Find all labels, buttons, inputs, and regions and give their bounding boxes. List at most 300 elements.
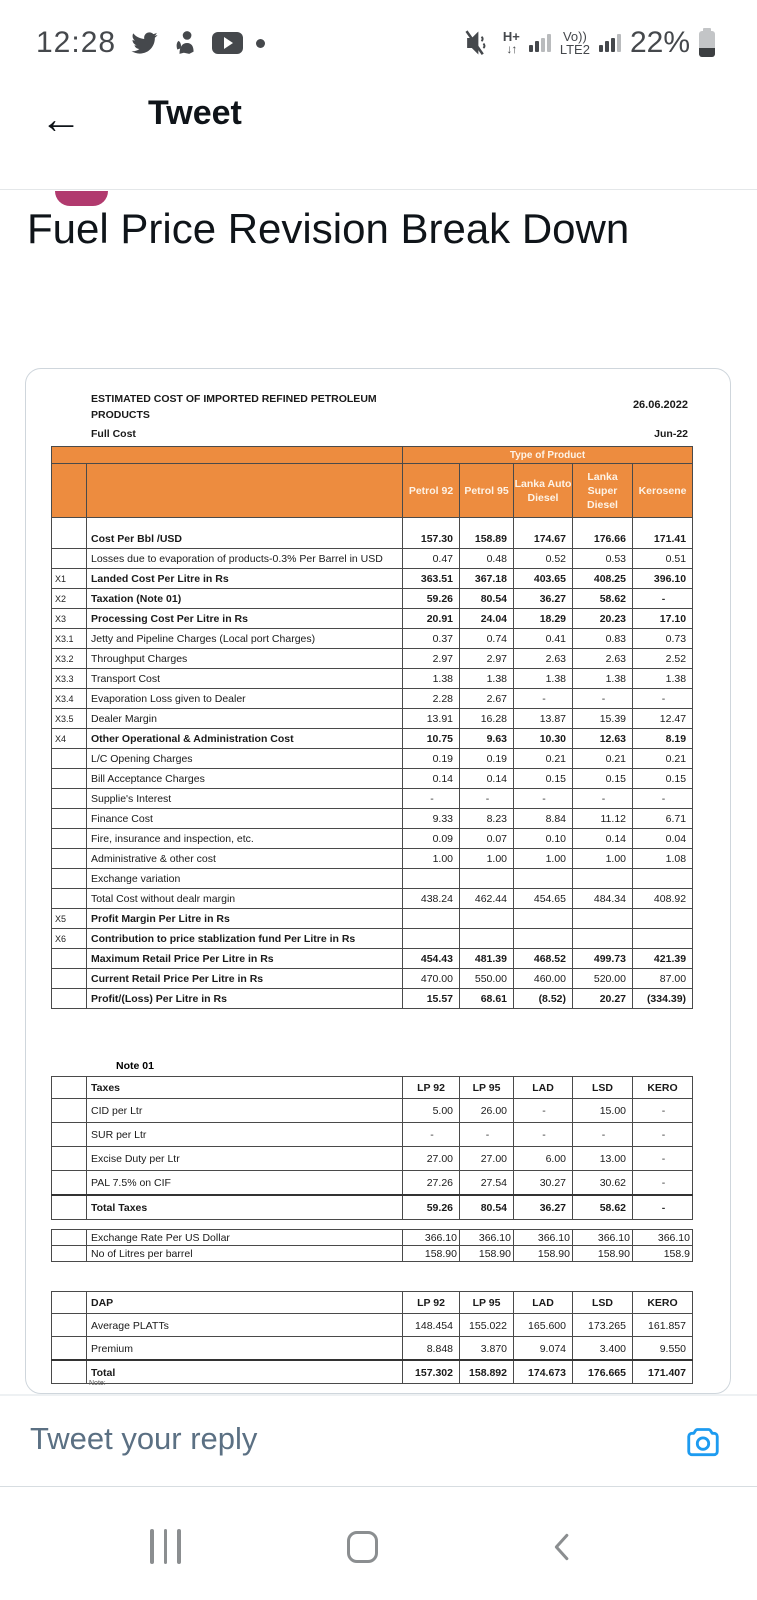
cell-value: 58.62	[573, 589, 633, 609]
cell-value: 10.30	[514, 729, 573, 749]
cell-value: -	[633, 1147, 693, 1171]
cell-value: 0.19	[403, 749, 460, 769]
cell-value: 0.21	[514, 749, 573, 769]
row-code: X3.5	[52, 709, 87, 729]
row-code: X3.3	[52, 669, 87, 689]
cell-value: 366.10	[573, 1230, 633, 1246]
cell-value: 9.074	[514, 1337, 573, 1361]
row-label: Current Retail Price Per Litre in Rs	[87, 969, 403, 989]
cell-value: 1.38	[514, 669, 573, 689]
cell-value: 1.00	[514, 849, 573, 869]
cell-value	[514, 909, 573, 929]
doc-date: 26.06.2022	[632, 399, 688, 411]
table-row	[52, 1360, 693, 1384]
cell-value: 80.54	[460, 1195, 514, 1220]
cell-value: 0.14	[573, 829, 633, 849]
cell-value: 0.51	[633, 549, 693, 569]
row-label: Losses due to evaporation of products-0.3% Per Barrel in USD	[87, 549, 403, 569]
row-code: X3.4	[52, 689, 87, 709]
table-row	[52, 1195, 693, 1220]
table-row	[52, 1230, 693, 1246]
doc-month: Jun-22	[654, 428, 688, 440]
cell-value: -	[573, 689, 633, 709]
cell-value: 0.47	[403, 549, 460, 569]
cell-value: (8.52)	[514, 989, 573, 1009]
cell-value: 460.00	[514, 969, 573, 989]
row-code	[52, 1246, 87, 1262]
cell-value: 30.62	[573, 1171, 633, 1196]
twitter-bird-icon	[129, 30, 160, 56]
cell-value: 1.38	[633, 669, 693, 689]
cell-value: 366.10	[633, 1230, 693, 1246]
cell-value: 1.00	[403, 849, 460, 869]
row-label: Profit Margin Per Litre in Rs	[87, 909, 403, 929]
cell-value: 0.83	[573, 629, 633, 649]
cell-value: 403.65	[514, 569, 573, 589]
cell-value: 550.00	[460, 969, 514, 989]
cell-value: -	[633, 1195, 693, 1220]
table-row	[52, 549, 693, 569]
cell-value: -	[514, 1099, 573, 1123]
cell-value	[633, 929, 693, 949]
row-label: Total Cost without dealr margin	[87, 889, 403, 909]
table-row	[52, 1099, 693, 1123]
header-cell	[52, 447, 403, 464]
header-cell	[52, 1292, 87, 1314]
row-label: Transport Cost	[87, 669, 403, 689]
cell-value: 484.34	[573, 889, 633, 909]
row-code: X5	[52, 909, 87, 929]
table-row	[52, 729, 693, 749]
cell-value: 421.39	[633, 949, 693, 969]
row-code	[52, 518, 87, 549]
cell-value: 27.54	[460, 1171, 514, 1196]
doc-subtitle: Full Cost	[91, 428, 136, 440]
row-label: Finance Cost	[87, 809, 403, 829]
cell-value: -	[633, 689, 693, 709]
signal-bars	[599, 34, 621, 52]
column-header: LP 92	[403, 1292, 460, 1314]
cell-value: (334.39)	[633, 989, 693, 1009]
row-code	[52, 1195, 87, 1220]
row-code: X3.2	[52, 649, 87, 669]
cost-breakdown-table	[51, 446, 693, 1009]
cell-value: 3.400	[573, 1337, 633, 1361]
row-code	[52, 1147, 87, 1171]
cell-value: 161.857	[633, 1314, 693, 1337]
cell-value: 0.04	[633, 829, 693, 849]
cell-value: 157.302	[403, 1360, 460, 1384]
cell-value: 165.600	[514, 1314, 573, 1337]
column-header: LP 95	[460, 1077, 514, 1099]
cell-value: 9.33	[403, 809, 460, 829]
cell-value: 12.47	[633, 709, 693, 729]
cell-value: 15.00	[573, 1099, 633, 1123]
column-header: LP 92	[403, 1077, 460, 1099]
row-label: Other Operational & Administration Cost	[87, 729, 403, 749]
table-row	[52, 1337, 693, 1361]
cell-value: -	[514, 1123, 573, 1147]
cell-value: 366.10	[460, 1230, 514, 1246]
cell-value: 13.91	[403, 709, 460, 729]
cell-value: 2.63	[573, 649, 633, 669]
row-label: Taxation (Note 01)	[87, 589, 403, 609]
row-code	[52, 1360, 87, 1384]
row-label: PAL 7.5% on CIF	[87, 1171, 403, 1196]
cell-value	[573, 929, 633, 949]
cell-value: -	[403, 789, 460, 809]
cell-value: 454.43	[403, 949, 460, 969]
cell-value: 2.52	[633, 649, 693, 669]
column-header: KERO	[633, 1077, 693, 1099]
table-header	[52, 1077, 693, 1099]
cell-value: 6.00	[514, 1147, 573, 1171]
cell-value: 1.00	[460, 849, 514, 869]
cell-value: 13.87	[514, 709, 573, 729]
camera-icon[interactable]	[684, 1423, 722, 1461]
note-table-title: Note 01	[116, 1060, 154, 1072]
cell-value: 0.19	[460, 749, 514, 769]
cell-value: 454.65	[514, 889, 573, 909]
cell-value: 20.23	[573, 609, 633, 629]
cell-value: 30.27	[514, 1171, 573, 1196]
nav-home-icon[interactable]	[347, 1531, 378, 1563]
column-header: LP 95	[460, 1292, 514, 1314]
cell-value: -	[633, 1099, 693, 1123]
network-type-indicator: H+ ↓↑	[502, 29, 520, 56]
row-code: X1	[52, 569, 87, 589]
cell-value: 36.27	[514, 1195, 573, 1220]
column-header: LAD	[514, 1077, 573, 1099]
status-bar	[0, 20, 757, 66]
cell-value: 59.26	[403, 1195, 460, 1220]
clock: 12:28	[36, 26, 117, 59]
row-label: Exchange Rate Per US Dollar	[87, 1230, 403, 1246]
cell-value: 26.00	[460, 1099, 514, 1123]
cell-value: 0.37	[403, 629, 460, 649]
nav-back-icon[interactable]	[550, 1533, 572, 1561]
cell-value: 1.38	[460, 669, 514, 689]
youtube-icon	[212, 32, 243, 54]
cell-value: -	[633, 1123, 693, 1147]
tweet-image-attachment[interactable]	[25, 368, 731, 1394]
cell-value: -	[573, 1123, 633, 1147]
table-row	[52, 789, 693, 809]
cell-value: 59.26	[403, 589, 460, 609]
row-code	[52, 549, 87, 569]
cell-value: 155.022	[460, 1314, 514, 1337]
cell-value: 0.41	[514, 629, 573, 649]
cell-value: 0.74	[460, 629, 514, 649]
row-code: X4	[52, 729, 87, 749]
cell-value: 367.18	[460, 569, 514, 589]
column-header: Kerosene	[633, 464, 693, 518]
cell-value: 0.14	[460, 769, 514, 789]
cell-value: 2.97	[403, 649, 460, 669]
column-header: DAP	[87, 1292, 403, 1314]
row-label: Total Taxes	[87, 1195, 403, 1220]
cell-value: 176.665	[573, 1360, 633, 1384]
table-row	[52, 989, 693, 1009]
table-row	[52, 769, 693, 789]
cell-value: 9.63	[460, 729, 514, 749]
dap-table	[51, 1291, 693, 1384]
row-label: Total	[87, 1360, 403, 1384]
row-label: Jetty and Pipeline Charges (Local port Charges)	[87, 629, 403, 649]
cell-value: 8.84	[514, 809, 573, 829]
row-code	[52, 1099, 87, 1123]
row-label: L/C Opening Charges	[87, 749, 403, 769]
cell-value: 438.24	[403, 889, 460, 909]
cell-value: 2.97	[460, 649, 514, 669]
cell-value: 158.892	[460, 1360, 514, 1384]
cell-value: -	[460, 789, 514, 809]
table-row	[52, 909, 693, 929]
cell-value: 9.550	[633, 1337, 693, 1361]
column-header: Lanka Auto Diesel	[514, 464, 573, 518]
cell-value: -	[514, 689, 573, 709]
row-code	[52, 1123, 87, 1147]
row-label: Fire, insurance and inspection, etc.	[87, 829, 403, 849]
table-row	[52, 569, 693, 589]
row-code	[52, 769, 87, 789]
cell-value: -	[633, 589, 693, 609]
column-header: Taxes	[87, 1077, 403, 1099]
row-code	[52, 989, 87, 1009]
cell-value: 158.9	[633, 1246, 693, 1262]
cell-value: 158.90	[460, 1246, 514, 1262]
row-label: Processing Cost Per Litre in Rs	[87, 609, 403, 629]
table-row	[52, 849, 693, 869]
cell-value: 1.38	[573, 669, 633, 689]
cell-value: 408.25	[573, 569, 633, 589]
table-row	[52, 809, 693, 829]
table-row	[52, 1314, 693, 1337]
column-header: Petrol 92	[403, 464, 460, 518]
cell-value: 171.407	[633, 1360, 693, 1384]
status-bar-right	[464, 20, 715, 66]
cell-value: 13.00	[573, 1147, 633, 1171]
cell-value: 0.14	[403, 769, 460, 789]
column-header: LSD	[573, 1292, 633, 1314]
row-label: Average PLATTs	[87, 1314, 403, 1337]
cell-value: 0.09	[403, 829, 460, 849]
cell-value: 0.15	[573, 769, 633, 789]
cell-value: 0.21	[633, 749, 693, 769]
cell-value: 17.10	[633, 609, 693, 629]
cell-value: 366.10	[403, 1230, 460, 1246]
row-label: Dealer Margin	[87, 709, 403, 729]
cell-value: 0.73	[633, 629, 693, 649]
row-code	[52, 869, 87, 889]
row-code	[52, 1171, 87, 1196]
table-row	[52, 969, 693, 989]
cell-value: 396.10	[633, 569, 693, 589]
table-row	[52, 869, 693, 889]
taxes-table	[51, 1076, 693, 1220]
table-row	[52, 829, 693, 849]
cell-value: 80.54	[460, 589, 514, 609]
cell-value: 6.71	[633, 809, 693, 829]
cell-value: 24.04	[460, 609, 514, 629]
volte-lte-indicator: Vo)) LTE2	[559, 29, 590, 57]
row-label: Contribution to price stablization fund Per Litre in Rs	[87, 929, 403, 949]
column-header: KERO	[633, 1292, 693, 1314]
cell-value: 8.848	[403, 1337, 460, 1361]
cell-value: 408.92	[633, 889, 693, 909]
row-label: Landed Cost Per Litre in Rs	[87, 569, 403, 589]
cell-value	[403, 929, 460, 949]
column-header: LSD	[573, 1077, 633, 1099]
header-cell	[87, 464, 403, 518]
table-row	[52, 1171, 693, 1196]
cell-value: 15.57	[403, 989, 460, 1009]
person-app-icon	[173, 29, 199, 57]
table-row	[52, 929, 693, 949]
table-row	[52, 518, 693, 549]
cell-value	[514, 869, 573, 889]
cell-value	[403, 869, 460, 889]
cell-value: 1.38	[403, 669, 460, 689]
cell-value: 520.00	[573, 969, 633, 989]
cell-value: 27.00	[403, 1147, 460, 1171]
cell-value: -	[514, 789, 573, 809]
table-row	[52, 949, 693, 969]
cell-value: 0.07	[460, 829, 514, 849]
row-code	[52, 749, 87, 769]
cell-value: 27.00	[460, 1147, 514, 1171]
table-row	[52, 629, 693, 649]
tweet-text: Fuel Price Revision Break Down	[27, 205, 630, 252]
table-row	[52, 669, 693, 689]
cell-value	[403, 909, 460, 929]
signal-bars	[529, 34, 551, 52]
row-label: SUR per Ltr	[87, 1123, 403, 1147]
cell-value: 0.53	[573, 549, 633, 569]
cell-value: 481.39	[460, 949, 514, 969]
table-row	[52, 1123, 693, 1147]
cell-value: 0.21	[573, 749, 633, 769]
table-row	[52, 709, 693, 729]
cell-value: 27.26	[403, 1171, 460, 1196]
row-code: X3	[52, 609, 87, 629]
row-code	[52, 849, 87, 869]
row-label: Evaporation Loss given to Dealer	[87, 689, 403, 709]
battery-percent: 22%	[629, 26, 690, 59]
cell-value: 10.75	[403, 729, 460, 749]
header-cell	[52, 464, 87, 518]
cell-value: 18.29	[514, 609, 573, 629]
cell-value: 158.90	[403, 1246, 460, 1262]
cell-value: 8.19	[633, 729, 693, 749]
row-code	[52, 1230, 87, 1246]
cell-value: 158.90	[514, 1246, 573, 1262]
cell-value: 468.52	[514, 949, 573, 969]
cell-value: 174.673	[514, 1360, 573, 1384]
row-code	[52, 1314, 87, 1337]
cell-value: 171.41	[633, 518, 693, 549]
doc-title: ESTIMATED COST OF IMPORTED REFINED PETROLEUM PRODUCTS	[91, 393, 377, 421]
row-label: Premium	[87, 1337, 403, 1361]
notification-dot	[256, 39, 265, 48]
table-row	[52, 1147, 693, 1171]
row-code	[52, 889, 87, 909]
cell-value: 68.61	[460, 989, 514, 1009]
cell-value: 0.48	[460, 549, 514, 569]
cell-value: 0.52	[514, 549, 573, 569]
row-label: Exchange variation	[87, 869, 403, 889]
cell-value: 462.44	[460, 889, 514, 909]
cell-value: 2.67	[460, 689, 514, 709]
row-label: Cost Per Bbl /USD	[87, 518, 403, 549]
row-label: No of Litres per barrel	[87, 1246, 403, 1262]
cell-value: 5.00	[403, 1099, 460, 1123]
cell-value: 366.10	[514, 1230, 573, 1246]
cell-value: 2.63	[514, 649, 573, 669]
page-title: Tweet	[148, 94, 242, 132]
column-header: LAD	[514, 1292, 573, 1314]
row-label: Supplie's Interest	[87, 789, 403, 809]
cell-value: 470.00	[403, 969, 460, 989]
cell-value	[460, 909, 514, 929]
cell-value: 16.28	[460, 709, 514, 729]
cell-value: 11.12	[573, 809, 633, 829]
cell-value	[460, 929, 514, 949]
row-label: CID per Ltr	[87, 1099, 403, 1123]
footnote: Note:	[89, 1380, 106, 1387]
cell-value: 1.08	[633, 849, 693, 869]
table-row	[52, 589, 693, 609]
back-button[interactable]: ←	[40, 95, 82, 142]
table-header	[52, 447, 693, 518]
row-label: Administrative & other cost	[87, 849, 403, 869]
divider	[0, 1394, 757, 1396]
row-code: X2	[52, 589, 87, 609]
cell-value	[633, 909, 693, 929]
cell-value	[573, 909, 633, 929]
row-label: Excise Duty per Ltr	[87, 1147, 403, 1171]
mute-vibrate-icon	[464, 28, 494, 58]
app-header	[0, 70, 757, 190]
reply-input[interactable]: Tweet your reply	[30, 1421, 258, 1456]
row-label: Maximum Retail Price Per Litre in Rs	[87, 949, 403, 969]
column-header: Lanka Super Diesel	[573, 464, 633, 518]
table-header	[52, 1292, 693, 1314]
status-bar-left	[36, 20, 265, 66]
table-row	[52, 1246, 693, 1262]
cell-value	[460, 869, 514, 889]
row-code	[52, 949, 87, 969]
cell-value: 158.90	[573, 1246, 633, 1262]
row-label: Profit/(Loss) Per Litre in Rs	[87, 989, 403, 1009]
row-code	[52, 789, 87, 809]
table-row	[52, 609, 693, 629]
cell-value: 158.89	[460, 518, 514, 549]
cell-value: 157.30	[403, 518, 460, 549]
cell-value: -	[403, 1123, 460, 1147]
table-row	[52, 749, 693, 769]
cell-value: 0.15	[514, 769, 573, 789]
cell-value: 36.27	[514, 589, 573, 609]
cell-value: 20.27	[573, 989, 633, 1009]
table-row	[52, 649, 693, 669]
cell-value: 1.00	[573, 849, 633, 869]
nav-recents-icon[interactable]	[150, 1529, 181, 1564]
cell-value: -	[633, 1171, 693, 1196]
cell-value: -	[633, 789, 693, 809]
cell-value: 3.870	[460, 1337, 514, 1361]
cell-value: 174.67	[514, 518, 573, 549]
